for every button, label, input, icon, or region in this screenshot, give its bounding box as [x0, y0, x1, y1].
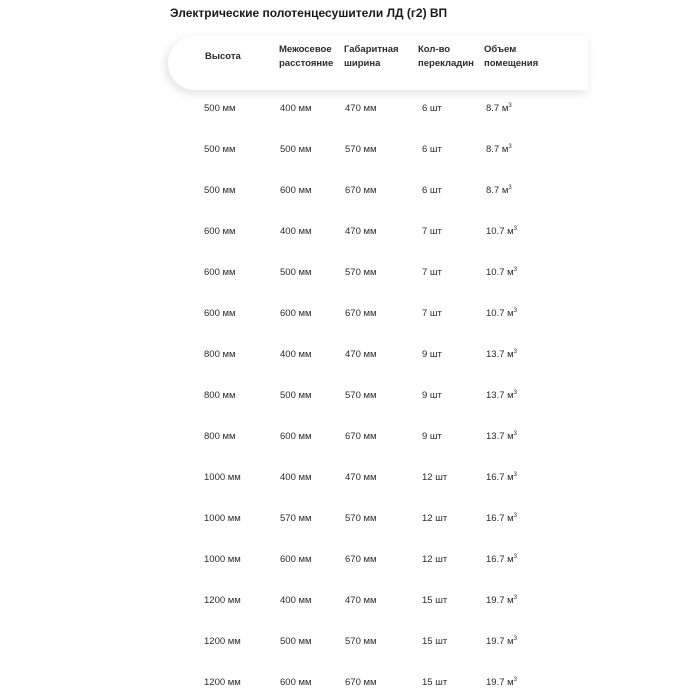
volume-unit: м: [507, 636, 514, 647]
cell-height: 500 мм: [204, 144, 236, 155]
cell-width: 570 мм: [345, 636, 377, 647]
cell-bars: 7 шт: [422, 267, 442, 278]
table-row: [168, 266, 588, 286]
cell-distance: 600 мм: [280, 677, 312, 688]
volume-unit: м: [501, 185, 509, 196]
volume-exponent: 3: [508, 144, 512, 150]
cell-width: 570 мм: [345, 267, 377, 278]
table-row: [168, 184, 588, 204]
table-row: [168, 594, 588, 614]
volume-value: 16.7: [486, 554, 505, 565]
volume-value: 8.7: [486, 185, 500, 196]
cell-height: 800 мм: [204, 349, 236, 360]
volume-value: 10.7: [486, 267, 505, 278]
cell-distance: 400 мм: [280, 595, 312, 606]
cell-height: 500 мм: [204, 103, 236, 114]
volume-value: 13.7: [486, 390, 505, 401]
volume-unit: м: [507, 554, 514, 565]
volume-unit: м: [507, 267, 514, 278]
cell-width: 670 мм: [345, 677, 377, 688]
cell-bars: 12 шт: [422, 513, 448, 524]
volume-unit: м: [507, 595, 514, 606]
volume-exponent: 3: [513, 677, 518, 683]
cell-height: 600 мм: [204, 226, 236, 237]
volume-exponent: 3: [513, 595, 518, 601]
volume-value: 8.7: [486, 144, 500, 155]
cell-bars: 12 шт: [422, 554, 448, 565]
cell-distance: 400 мм: [280, 103, 312, 114]
cell-distance: 400 мм: [280, 472, 312, 483]
cell-bars: 15 шт: [422, 595, 448, 606]
cell-width: 470 мм: [345, 103, 377, 114]
cell-height: 800 мм: [204, 390, 236, 401]
cell-volume: [486, 430, 517, 444]
cell-bars: 12 шт: [422, 472, 448, 483]
cell-width: 470 мм: [345, 595, 377, 606]
volume-exponent: 3: [513, 513, 518, 519]
volume-exponent: 3: [513, 226, 518, 232]
cell-width: 570 мм: [345, 513, 377, 524]
volume-unit: м: [501, 144, 509, 155]
cell-distance: 500 мм: [280, 636, 312, 647]
cell-bars: 6 шт: [422, 185, 442, 196]
cell-distance: 600 мм: [280, 185, 312, 196]
volume-exponent: 3: [513, 390, 518, 396]
cell-bars: 9 шт: [422, 431, 442, 442]
cell-width: 670 мм: [345, 185, 377, 196]
cell-bars: 6 шт: [422, 103, 442, 114]
cell-volume: [486, 512, 517, 526]
cell-volume: [486, 553, 517, 567]
cell-volume: [486, 348, 517, 362]
cell-width: 670 мм: [345, 554, 377, 565]
cell-width: 470 мм: [345, 349, 377, 360]
volume-exponent: 3: [513, 472, 518, 478]
column-header-width: Габаритная ширина: [344, 44, 399, 69]
volume-value: 19.7: [486, 636, 505, 647]
cell-height: 500 мм: [204, 185, 236, 196]
cell-bars: 15 шт: [422, 677, 448, 688]
volume-value: 8.7: [486, 103, 500, 114]
volume-unit: м: [507, 431, 514, 442]
cell-volume: [486, 594, 517, 608]
volume-exponent: 3: [508, 103, 512, 109]
cell-distance: 570 мм: [280, 513, 312, 524]
cell-height: 1200 мм: [204, 677, 241, 688]
volume-unit: м: [507, 472, 514, 483]
cell-height: 600 мм: [204, 267, 236, 278]
column-header-bars: Кол-во перекладин: [418, 44, 474, 69]
cell-width: 670 мм: [345, 308, 377, 319]
volume-exponent: 3: [513, 349, 518, 355]
cell-distance: 600 мм: [280, 554, 312, 565]
cell-volume: [486, 102, 512, 116]
cell-bars: 7 шт: [422, 226, 442, 237]
table-row: [168, 430, 588, 450]
volume-exponent: 3: [513, 308, 518, 314]
cell-distance: 500 мм: [280, 267, 312, 278]
cell-volume: [486, 635, 517, 649]
column-header-volume: Объем помещения: [484, 44, 539, 69]
table-row: [168, 512, 588, 532]
cell-height: 1200 мм: [204, 636, 241, 647]
table-row: [168, 348, 588, 368]
cell-width: 670 мм: [345, 431, 377, 442]
volume-exponent: 3: [513, 554, 518, 560]
cell-distance: 400 мм: [280, 349, 312, 360]
table-row: [168, 307, 588, 327]
volume-value: 16.7: [486, 513, 505, 524]
cell-bars: 15 шт: [422, 636, 448, 647]
cell-bars: 9 шт: [422, 390, 442, 401]
cell-width: 470 мм: [345, 472, 377, 483]
table-row: [168, 553, 588, 573]
cell-height: 800 мм: [204, 431, 236, 442]
cell-width: 570 мм: [345, 144, 377, 155]
cell-height: 600 мм: [204, 308, 236, 319]
cell-volume: [486, 266, 517, 280]
cell-bars: 9 шт: [422, 349, 442, 360]
column-header-height: Высота: [205, 51, 241, 62]
table-row: [168, 143, 588, 163]
cell-volume: [486, 676, 517, 690]
page-title: Электрические полотенцесушители ЛД (г2) ВП: [170, 6, 448, 20]
table-row: [168, 635, 588, 655]
table-row: [168, 225, 588, 245]
cell-height: 1000 мм: [204, 513, 241, 524]
cell-volume: [486, 143, 512, 157]
volume-value: 19.7: [486, 595, 505, 606]
cell-volume: [486, 389, 517, 403]
table-row: [168, 102, 588, 122]
cell-distance: 500 мм: [280, 390, 312, 401]
table-header: [168, 36, 588, 90]
cell-height: 1000 мм: [204, 554, 241, 565]
volume-unit: м: [507, 226, 514, 237]
volume-exponent: 3: [513, 431, 518, 437]
volume-value: 16.7: [486, 472, 505, 483]
cell-height: 1000 мм: [204, 472, 241, 483]
cell-volume: [486, 225, 517, 239]
cell-width: 470 мм: [345, 226, 377, 237]
volume-value: 10.7: [486, 226, 505, 237]
cell-volume: [486, 307, 517, 321]
volume-value: 13.7: [486, 431, 505, 442]
volume-unit: м: [507, 677, 514, 688]
table-row: [168, 676, 588, 696]
volume-value: 19.7: [486, 677, 505, 688]
cell-bars: 6 шт: [422, 144, 442, 155]
volume-unit: м: [507, 349, 514, 360]
cell-width: 570 мм: [345, 390, 377, 401]
volume-exponent: 3: [513, 267, 518, 273]
table-row: [168, 389, 588, 409]
cell-volume: [486, 184, 512, 198]
volume-exponent: 3: [508, 185, 512, 191]
volume-exponent: 3: [513, 636, 518, 642]
cell-distance: 600 мм: [280, 431, 312, 442]
volume-value: 13.7: [486, 349, 505, 360]
cell-volume: [486, 471, 517, 485]
cell-height: 1200 мм: [204, 595, 241, 606]
cell-distance: 400 мм: [280, 226, 312, 237]
cell-distance: 500 мм: [280, 144, 312, 155]
volume-unit: м: [507, 308, 514, 319]
volume-unit: м: [501, 103, 509, 114]
cell-bars: 7 шт: [422, 308, 442, 319]
cell-distance: 600 мм: [280, 308, 312, 319]
volume-unit: м: [507, 390, 514, 401]
volume-value: 10.7: [486, 308, 505, 319]
column-header-distance: Межосевое расстояние: [279, 44, 334, 69]
volume-unit: м: [507, 513, 514, 524]
table-row: [168, 471, 588, 491]
